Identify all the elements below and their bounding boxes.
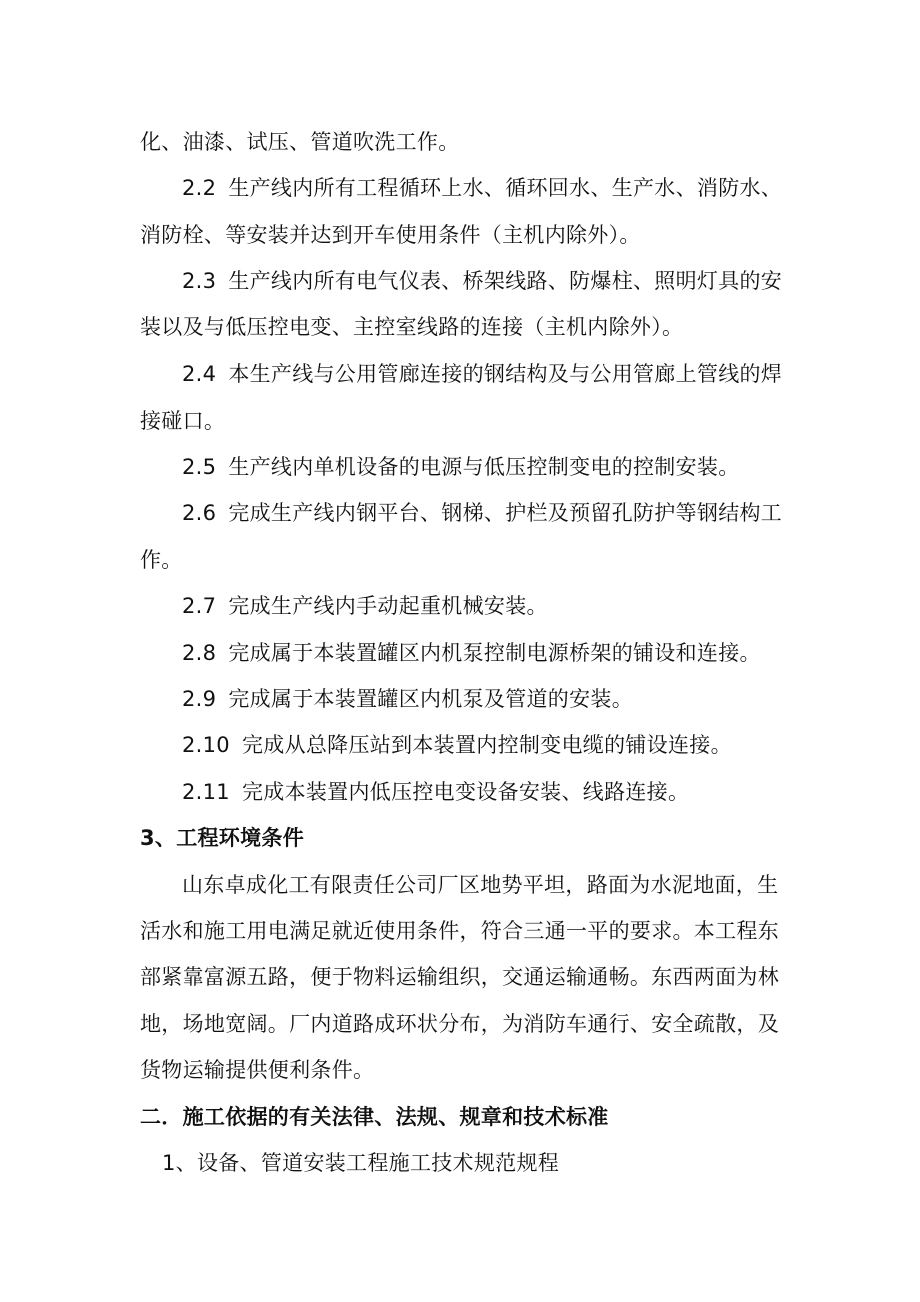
line-text: 消防栓、等安装并达到开车使用条件（主机内除外）。 [140, 223, 641, 247]
item-2-4-line-1 [182, 359, 842, 389]
line-text: 接碰口。 [140, 409, 226, 433]
item-number: 2.11 [182, 780, 230, 804]
line-text: 生产线内单机设备的电源与低压控制变电的控制安装。 [228, 455, 740, 479]
line-text: 完成从总降压站到本装置内控制变电缆的铺设连接。 [241, 733, 732, 757]
line-text: 完成属于本装置罐区内机泵控制电源桥架的铺设和连接。 [228, 641, 761, 665]
item-number: 2.6 [182, 501, 217, 525]
line-text: 完成本装置内低压控电变设备安装、线路连接。 [241, 780, 690, 804]
item-number: 2.3 [182, 269, 217, 293]
line-text: 装以及与低压控电变、主控室线路的连接（主机内除外）。 [140, 315, 684, 339]
item-number: 2.9 [182, 687, 217, 711]
item-number: 2.10 [182, 733, 230, 757]
paragraph-line-5 [140, 1055, 800, 1085]
item-2-8 [182, 638, 842, 668]
item-2-7 [182, 591, 842, 621]
item-number: 2.5 [182, 455, 217, 479]
line-text: 山东卓成化工有限责任公司厂区地势平坦，路面为水泥地面，生 [182, 873, 779, 897]
item-2-6-line-2 [140, 545, 800, 575]
text-line-1 [140, 127, 800, 157]
item-2-3-line-2 [140, 312, 800, 342]
line-text: 货物运输提供便利条件。 [140, 1058, 375, 1082]
line-text: 本生产线与公用管廊连接的钢结构及与公用管廊上管线的焊 [228, 362, 783, 386]
line-text: 完成生产线内手动起重机械安装。 [228, 594, 548, 618]
item-number: 2.7 [182, 594, 217, 618]
item-number: 2.4 [182, 362, 217, 386]
line-text: 1、设备、管道安装工程施工技术规范规程 [162, 1151, 560, 1175]
item-number: 2.8 [182, 641, 217, 665]
line-text: 部紧靠富源五路，便于物料运输组织，交通运输通畅。东西两面为林 [140, 965, 779, 989]
item-2-11 [182, 777, 842, 807]
paragraph-line-2 [140, 916, 800, 946]
item-2-4-line-2 [140, 406, 800, 436]
subheading-1 [162, 1148, 822, 1178]
item-2-5 [182, 452, 842, 482]
paragraph-line-3 [140, 962, 800, 992]
item-number: 2.2 [182, 176, 217, 200]
heading-text: 3、工程环境条件 [140, 826, 305, 850]
item-2-2-line-1 [182, 173, 842, 203]
item-2-6-line-1 [182, 498, 842, 528]
item-2-3-line-1 [182, 266, 842, 296]
heading-text: 二．施工依据的有关法律、法规、规章和技术标准 [140, 1105, 609, 1129]
line-text: 作。 [140, 548, 183, 572]
item-2-9 [182, 684, 842, 714]
line-text: 化、油漆、试压、管道吹洗工作。 [140, 130, 460, 154]
line-text: 生产线内所有工程循环上水、循环回水、生产水、消防水、 [228, 176, 783, 200]
item-2-10 [182, 730, 842, 760]
line-text: 完成生产线内钢平台、钢梯、护栏及预留孔防护等钢结构工 [228, 501, 783, 525]
line-text: 生产线内所有电气仪表、桥架线路、防爆柱、照明灯具的安 [228, 269, 783, 293]
paragraph-line-1 [182, 870, 842, 900]
section-heading-3 [140, 823, 800, 853]
item-2-2-line-2 [140, 220, 800, 250]
line-text: 活水和施工用电满足就近使用条件，符合三通一平的要求。本工程东 [140, 919, 779, 943]
chapter-heading-2 [140, 1102, 800, 1132]
line-text: 完成属于本装置罐区内机泵及管道的安装。 [228, 687, 634, 711]
line-text: 地，场地宽阔。厂内道路成环状分布，为消防车通行、安全疏散，及 [140, 1012, 779, 1036]
paragraph-line-4 [140, 1009, 800, 1039]
